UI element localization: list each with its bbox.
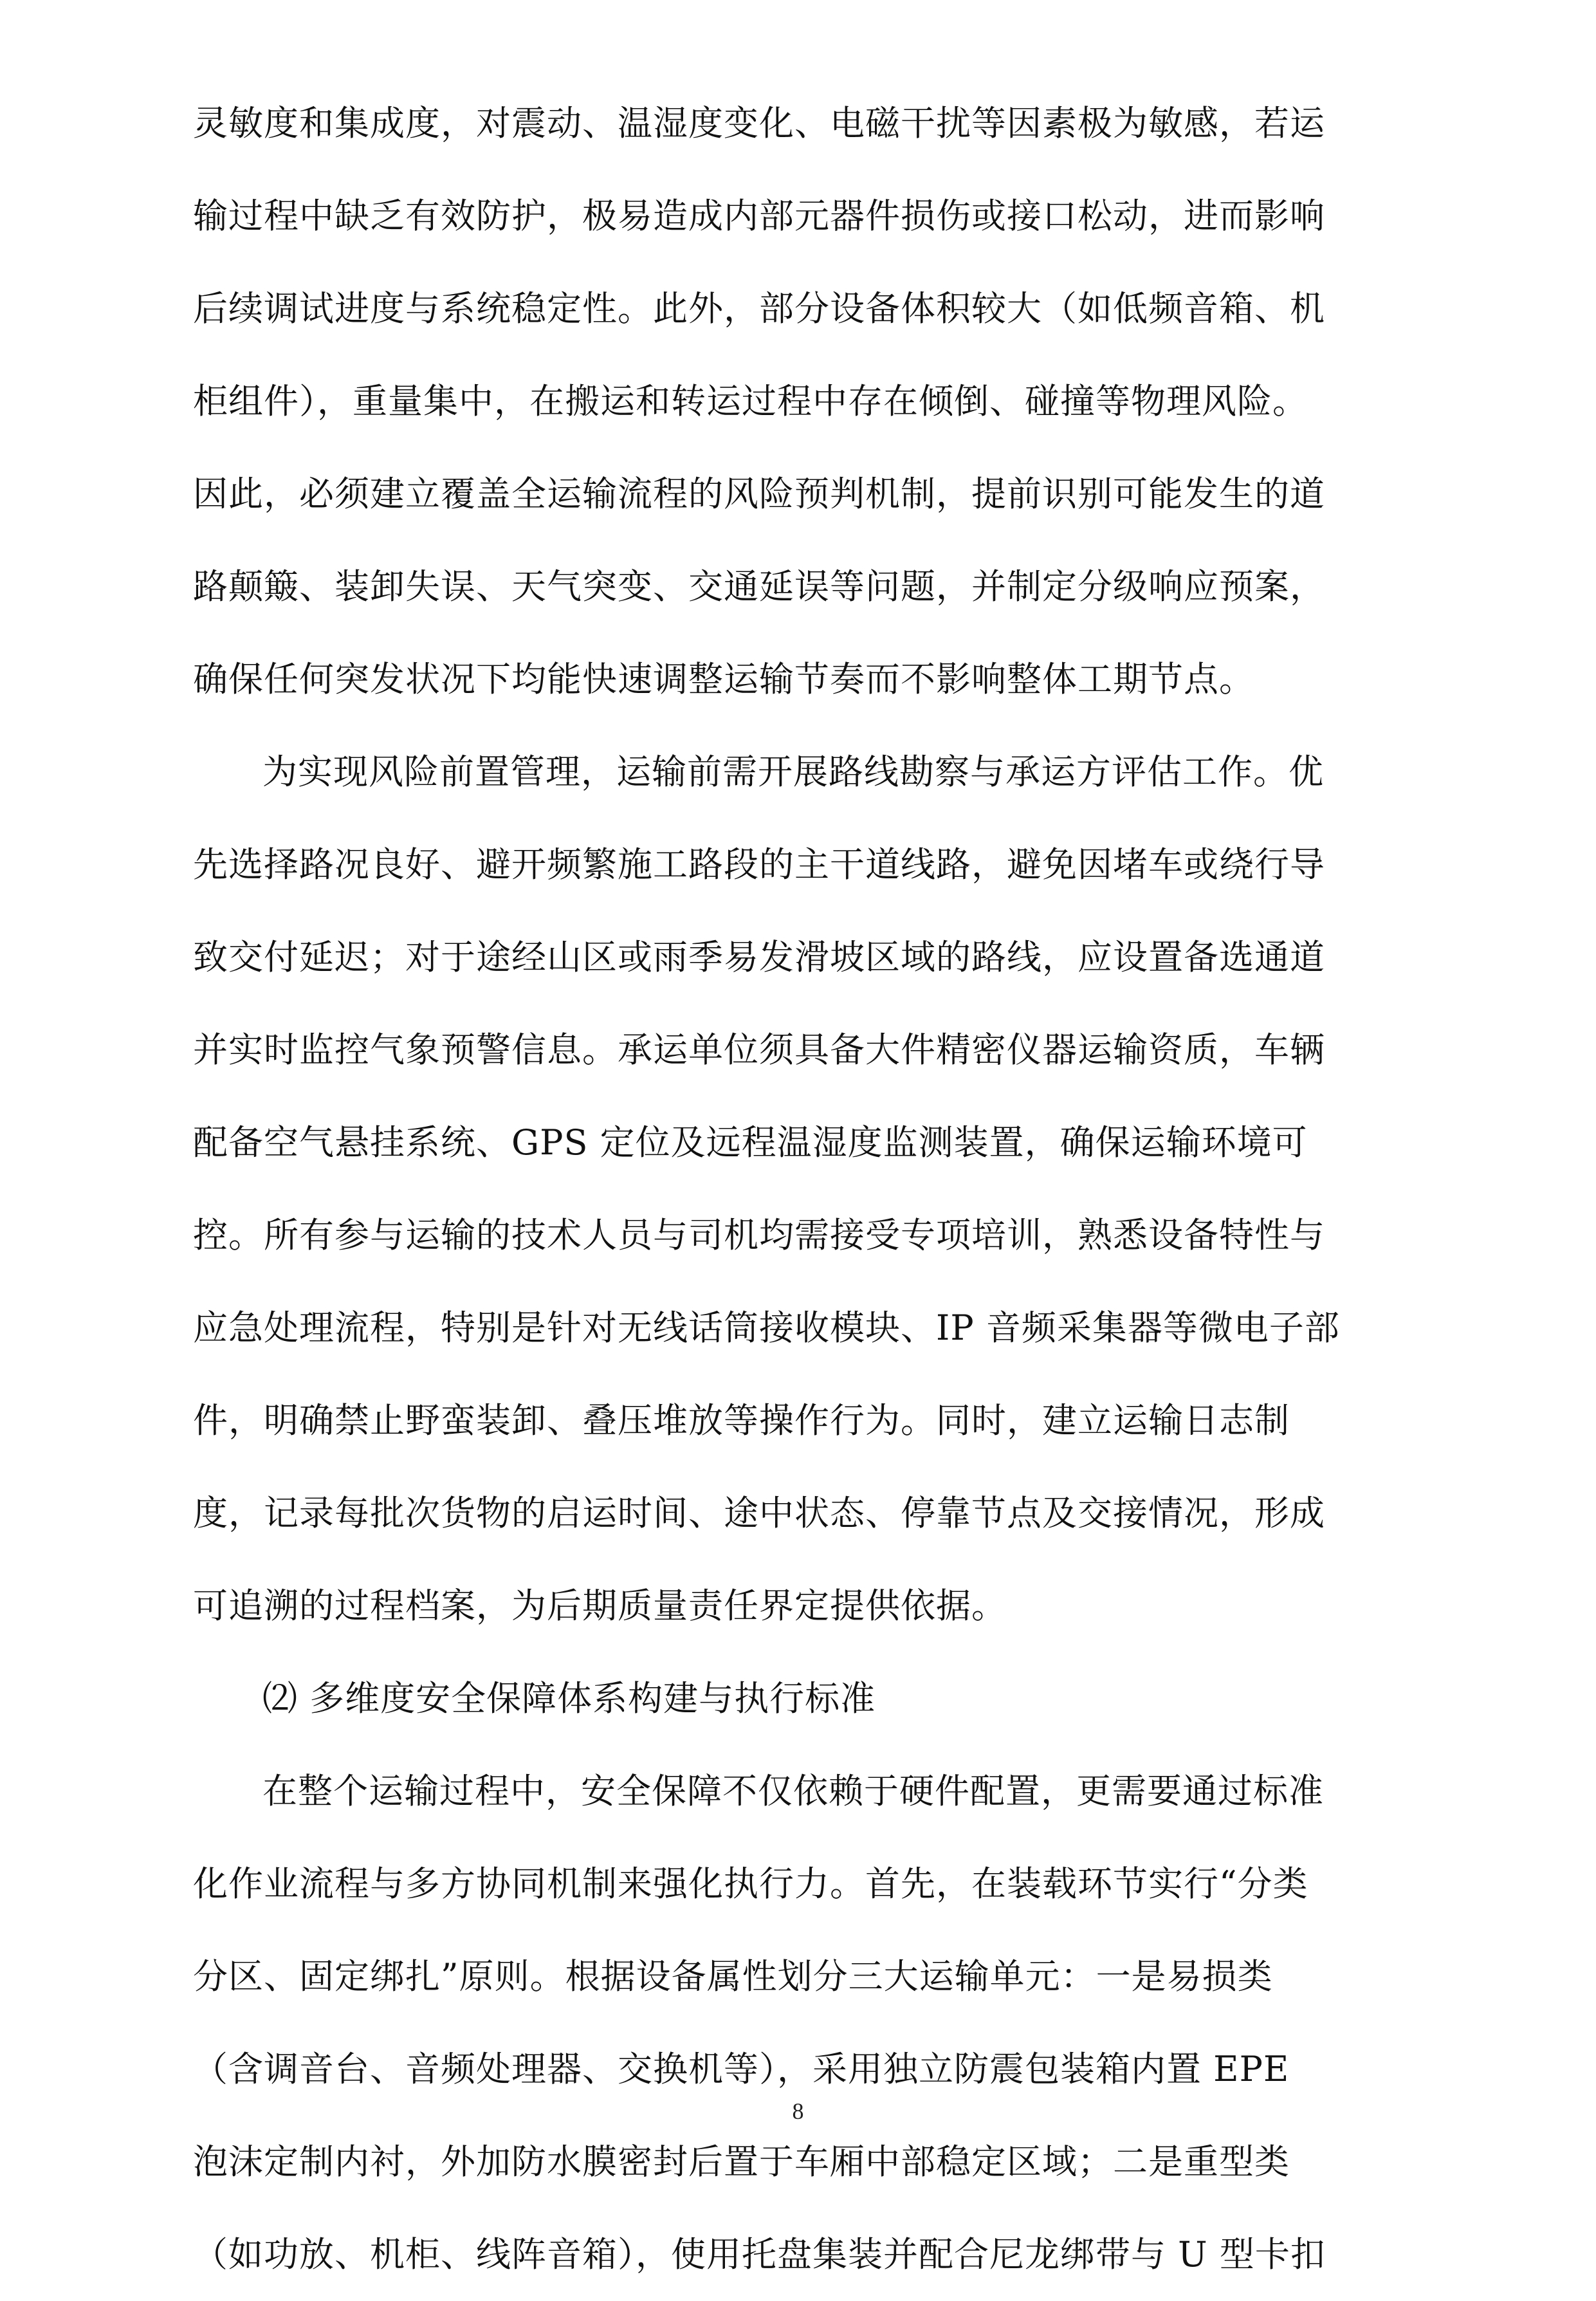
text-line: 泡沫定制内衬，外加防水膜密封后置于车厢中部稳定区域；二是重型类 <box>193 2141 1290 2182</box>
text-line: 因此，必须建立覆盖全运输流程的风险预判机制，提前识别可能发生的道 <box>193 474 1325 514</box>
text-line: 灵敏度和集成度，对震动、温湿度变化、电磁干扰等因素极为敏感，若运 <box>193 103 1325 143</box>
text-line: 致交付延迟；对于途经山区或雨季易发滑坡区域的路线，应设置备选通道 <box>193 937 1325 977</box>
text-line: 应急处理流程，特别是针对无线话筒接收模块、IP 音频采集器等微电子部 <box>193 1308 1340 1348</box>
text-line: 后续调试进度与系统稳定性。此外，部分设备体积较大（如低频音箱、机 <box>193 288 1325 329</box>
text-line: 柜组件），重量集中，在搬运和转运过程中存在倾倒、碰撞等物理风险。 <box>193 381 1308 421</box>
text-line: 可追溯的过程档案，为后期质量责任界定提供依据。 <box>193 1585 1007 1626</box>
text-line: （如功放、机柜、线阵音箱），使用托盘集装并配合尼龙绑带与 U 型卡扣 <box>193 2234 1326 2275</box>
text-line: 件，明确禁止野蛮装卸、叠压堆放等操作行为。同时，建立运输日志制 <box>193 1400 1290 1441</box>
text-line: 确保任何突发状况下均能快速调整运输节奏而不影响整体工期节点。 <box>193 659 1254 699</box>
section-heading: ⑵ 多维度安全保障体系构建与执行标准 <box>262 1678 876 1719</box>
body-text <box>193 77 1415 2301</box>
text-line: 分区、固定绑扎”原则。根据设备属性划分三大运输单元：一是易损类 <box>193 1956 1273 1997</box>
text-line: 并实时监控气象预警信息。承运单位须具备大件精密仪器运输资质，车辆 <box>193 1030 1325 1070</box>
text-line: 化作业流程与多方协同机制来强化执行力。首先，在装载环节实行“分类 <box>193 1863 1308 1904</box>
text-line: 度，记录每批次货物的启运时间、途中状态、停靠节点及交接情况，形成 <box>193 1493 1325 1533</box>
page-number: 8 <box>792 2098 804 2124</box>
text-line: 配备空气悬挂系统、GPS 定位及远程温湿度监测装置，确保运输环境可 <box>193 1122 1308 1163</box>
text-line: 路颠簸、装卸失误、天气突变、交通延误等问题，并制定分级响应预案， <box>193 566 1325 607</box>
text-line: （含调音台、音频处理器、交换机等），采用独立防震包装箱内置 EPE <box>193 2049 1290 2089</box>
text-line: 控。所有参与运输的技术人员与司机均需接受专项培训，熟悉设备特性与 <box>193 1215 1325 1255</box>
paragraph-first-line: 为实现风险前置管理，运输前需开展路线勘察与承运方评估工作。优 <box>262 752 1324 792</box>
text-line: 输过程中缺乏有效防护，极易造成内部元器件损伤或接口松动，进而影响 <box>193 196 1325 236</box>
paragraph-first-line: 在整个运输过程中，安全保障不仅依赖于硬件配置，更需要通过标准 <box>262 1771 1324 1811</box>
text-line: 先选择路况良好、避开频繁施工路段的主干道线路，避免因堵车或绕行导 <box>193 844 1325 885</box>
